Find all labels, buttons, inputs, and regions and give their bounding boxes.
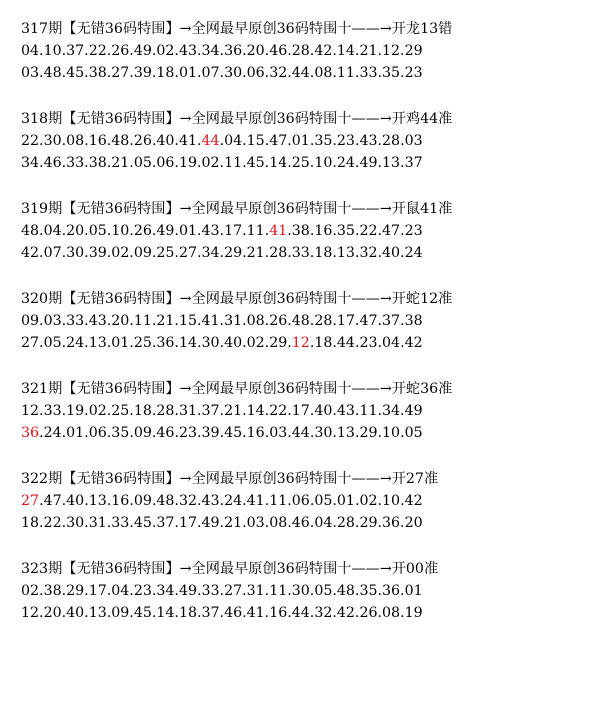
period-heading: 322期【无错36码特围】→全网最早原创36码特围十——→开27准 — [21, 471, 439, 487]
number-sequence: 22.30.08.16.48.26.40.41. — [21, 133, 202, 149]
period-entry — [21, 468, 595, 534]
period-entry — [21, 108, 595, 174]
number-row — [21, 40, 595, 62]
number-sequence: 12.20.40.13.09.45.14.18.37.46.41.16.44.32.42.26.08.19 — [21, 605, 423, 621]
number-sequence: 27.05.24.13.01.25.36.14.30.40.02.29. — [21, 335, 292, 351]
number-sequence: .24.01.06.35.09.46.23.39.45.16.03.44.30.13.29.10.05 — [39, 425, 423, 441]
period-heading: 323期【无错36码特围】→全网最早原创36码特围十——→开00准 — [21, 561, 439, 577]
winning-number: 44 — [201, 133, 220, 149]
number-sequence: 42.07.30.39.02.09.25.27.34.29.21.28.33.18.13.32.40.24 — [21, 245, 423, 261]
number-sequence: .04.15.47.01.35.23.43.28.03 — [219, 133, 423, 149]
period-heading: 318期【无错36码特围】→全网最早原创36码特围十——→开鸡44准 — [21, 111, 453, 127]
number-sequence: 02.38.29.17.04.23.34.49.33.27.31.11.30.05.48.35.36.01 — [21, 583, 423, 599]
number-sequence: 03.48.45.38.27.39.18.01.07.30.06.32.44.08.11.33.35.23 — [21, 65, 423, 81]
number-row — [21, 130, 595, 152]
number-sequence: 48.04.20.05.10.26.49.01.43.17.11. — [21, 223, 270, 239]
number-row — [21, 400, 595, 422]
number-row — [21, 422, 595, 444]
number-row — [21, 62, 595, 84]
number-sequence: 04.10.37.22.26.49.02.43.34.36.20.46.28.42.14.21.12.29 — [21, 43, 423, 59]
number-row — [21, 490, 595, 512]
period-heading: 321期【无错36码特围】→全网最早原创36码特围十——→开蛇36准 — [21, 381, 453, 397]
number-row — [21, 602, 595, 624]
number-sequence: .47.40.13.16.09.48.32.43.24.41.11.06.05.01.02.10.42 — [39, 493, 423, 509]
number-row — [21, 512, 595, 534]
number-row — [21, 152, 595, 174]
period-heading: 319期【无错36码特围】→全网最早原创36码特围十——→开鼠41准 — [21, 201, 453, 217]
number-sequence: .18.44.23.04.42 — [309, 335, 423, 351]
period-entry — [21, 378, 595, 444]
winning-number: 41 — [269, 223, 288, 239]
winning-number: 36 — [21, 425, 40, 441]
winning-number: 12 — [291, 335, 310, 351]
period-entry — [21, 18, 595, 84]
period-entry — [21, 288, 595, 354]
number-row — [21, 332, 595, 354]
period-heading: 320期【无错36码特围】→全网最早原创36码特围十——→开蛇12准 — [21, 291, 453, 307]
number-row — [21, 310, 595, 332]
number-sequence: 34.46.33.38.21.05.06.19.02.11.45.14.25.10.24.49.13.37 — [21, 155, 423, 171]
number-sequence: 18.22.30.31.33.45.37.17.49.21.03.08.46.04.28.29.36.20 — [21, 515, 423, 531]
number-row — [21, 220, 595, 242]
period-heading: 317期【无错36码特围】→全网最早原创36码特围十——→开龙13错 — [21, 21, 453, 37]
winning-number: 27 — [21, 493, 40, 509]
number-sequence: 09.03.33.43.20.11.21.15.41.31.08.26.48.28.17.47.37.38 — [21, 313, 423, 329]
number-sequence: 12.33.19.02.25.18.28.31.37.21.14.22.17.40.43.11.34.49 — [21, 403, 423, 419]
number-sequence: .38.16.35.22.47.23 — [287, 223, 423, 239]
period-entry — [21, 198, 595, 264]
number-row — [21, 242, 595, 264]
period-entry — [21, 558, 595, 624]
number-row — [21, 580, 595, 602]
